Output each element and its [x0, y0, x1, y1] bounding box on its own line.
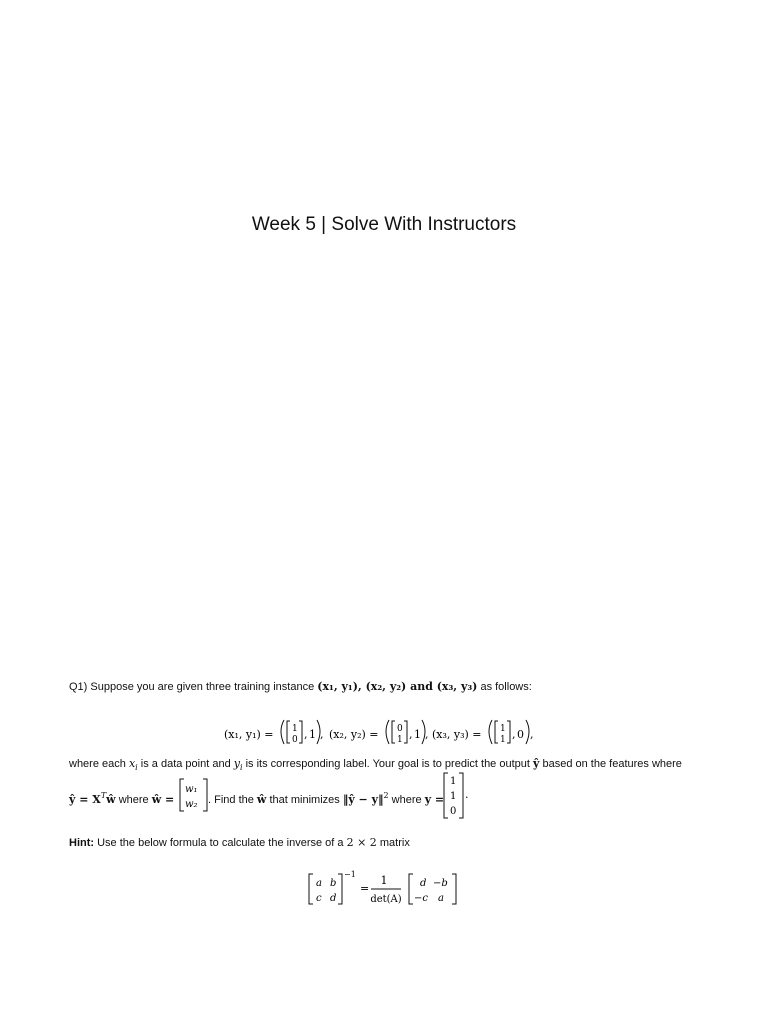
q1-line2-a: where each — [69, 758, 126, 770]
y-vector-period: . — [465, 788, 469, 801]
instance-2-x1: 0 — [397, 724, 403, 734]
where-2: where — [391, 794, 422, 806]
instance-3-y: 0 — [517, 728, 524, 741]
w-hat-1: ŵ — [106, 793, 116, 806]
abcd-rbracket — [338, 874, 342, 904]
instance-3-sep: , — [530, 728, 534, 741]
instance-1-lhs: (x₁, y₁) = — [224, 728, 274, 741]
hint-text: Use the below formula to calculate the inverse of a — [97, 837, 344, 849]
w-vector-w1: w₁ — [185, 784, 198, 795]
y-vector-3: 0 — [450, 806, 457, 817]
instance-2-sep: , — [425, 728, 429, 741]
y-vector-2: 1 — [450, 791, 457, 802]
abcd-a: a — [316, 878, 322, 889]
hint-label: Hint: — [69, 837, 95, 849]
y-i-sub: i — [239, 763, 243, 772]
instance-1-sep: , — [320, 728, 324, 741]
where-1: where — [118, 794, 149, 806]
abcd-c: c — [316, 893, 322, 904]
hint-dim: 2 × 2 — [346, 836, 377, 849]
transpose-sup: T — [100, 791, 107, 800]
abcd-d: d — [330, 893, 337, 904]
inverse-exponent: −1 — [344, 870, 356, 879]
x-i-base: x — [128, 757, 136, 770]
instance-3-comma: , — [512, 728, 516, 741]
find-text: . Find the — [208, 794, 254, 806]
q1-intro-pairs: (x₁, y₁), (x₂, y₂) and (x₃, y₃) — [317, 680, 478, 693]
y-eq: y = — [424, 793, 445, 806]
page-title: Week 5 | Solve With Instructors — [251, 214, 517, 235]
instance-1-x1: 1 — [292, 724, 298, 734]
adj-d: d — [420, 878, 427, 889]
abcd-b: b — [330, 878, 337, 889]
prediction-eq: ŷ = X — [69, 793, 101, 806]
formula-equals: = — [360, 882, 370, 895]
y-hat: ŷ — [533, 757, 540, 770]
w-hat-eq: ŵ = — [151, 793, 175, 806]
instance-2-y: 1 — [414, 728, 421, 741]
instance-2-x2: 1 — [397, 735, 403, 745]
x-i-sub: i — [135, 763, 138, 772]
y-i-base: y — [233, 757, 240, 770]
adj-lbracket — [409, 874, 413, 904]
adj-rbracket — [452, 874, 456, 904]
w-vector-w2: w₂ — [185, 799, 198, 810]
instance-1-x2: 0 — [292, 735, 298, 745]
q1-line2-d: based on the features where — [542, 758, 682, 770]
fraction-numerator: 1 — [380, 874, 388, 887]
instance-3-lhs: (x₃, y₃) = — [432, 728, 482, 741]
q1-intro-prefix: Q1) Suppose you are given three training instance — [69, 681, 315, 693]
q1-line2-b: is a data point and — [140, 758, 231, 770]
instance-1-comma: , — [304, 728, 308, 741]
hint-text2: matrix — [379, 837, 410, 849]
norm-sq: 2 — [383, 791, 389, 800]
minimizes-text: that minimizes — [269, 794, 340, 806]
instance-3-x1: 1 — [500, 724, 506, 734]
instance-2-lhs: (x₂, y₂) = — [329, 728, 379, 741]
norm-expr: ‖ŷ − y‖ — [342, 793, 384, 806]
adj-a: a — [438, 893, 444, 904]
instance-3-x2: 1 — [500, 735, 506, 745]
q1-intro-suffix: as follows: — [480, 681, 532, 693]
q1-line2-c: is its corresponding label. Your goal is to predict the output — [245, 758, 530, 770]
adj-neg-b: −b — [433, 878, 448, 889]
abcd-lbracket — [309, 874, 313, 904]
instance-1-y: 1 — [309, 728, 316, 741]
instance-2-comma: , — [409, 728, 413, 741]
adj-neg-c: −c — [414, 893, 428, 904]
fraction-denominator: det(A) — [370, 894, 402, 905]
y-vector-1: 1 — [450, 776, 457, 787]
w-hat-2: ŵ — [256, 793, 267, 806]
